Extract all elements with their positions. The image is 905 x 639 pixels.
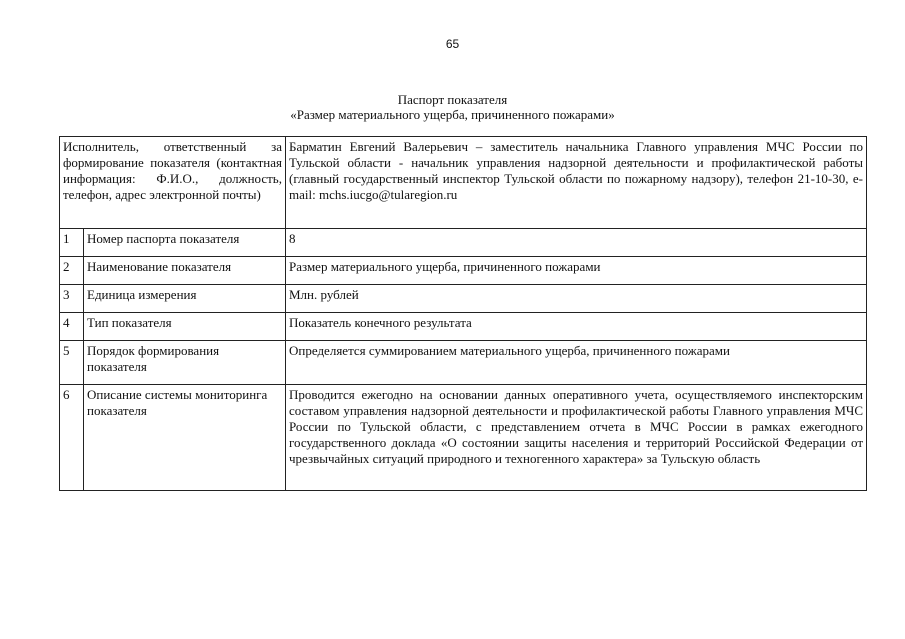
row-name: Номер паспорта показателя: [84, 229, 286, 257]
table-row: [60, 257, 867, 285]
table-row: [60, 313, 867, 341]
table-row-executor: [60, 137, 867, 229]
row-value: Проводится ежегодно на основании данных оперативного учета, осуществляемого инспекторским составом управления надзорной деятельности и профилактической работы Главного управления МЧС России по Тульской области, с представлением отчета в МЧС России в рамках ежегодного государственного доклада «О состоянии защиты населения и территорий Российской Федерации от чрезвычайных ситуаций природного и техногенного характера» за Тульскую область: [286, 385, 867, 491]
row-number: 6: [60, 385, 84, 491]
row-value: Размер материального ущерба, причиненного пожарами: [286, 257, 867, 285]
row-number: 3: [60, 285, 84, 313]
row-value: Млн. рублей: [286, 285, 867, 313]
table-row: [60, 341, 867, 385]
row-name: Описание системы мониторинга показателя: [84, 385, 286, 491]
row-name: Тип показателя: [84, 313, 286, 341]
row-name: Наименование показателя: [84, 257, 286, 285]
executor-label: Исполнитель, ответственный за формирование показателя (контактная информация: Ф.И.О., должность, телефон, адрес электронной почты): [60, 137, 286, 229]
row-name: Порядок формирования показателя: [84, 341, 286, 385]
row-value: 8: [286, 229, 867, 257]
executor-value: Барматин Евгений Валерьевич – заместитель начальника Главного управления МЧС России по Тульской области - начальник управления надзорной деятельности и профилактической работы (главный государственный инспектор Тульской области по пожарному надзору), телефон 21-10-30, e-mail: mchs.iucgo@tularegion.ru: [286, 137, 867, 229]
row-name: Единица измерения: [84, 285, 286, 313]
row-number: 5: [60, 341, 84, 385]
page-number: 65: [445, 37, 460, 51]
row-value: Показатель конечного результата: [286, 313, 867, 341]
table-row: [60, 285, 867, 313]
table-row: [60, 385, 867, 491]
document-title: [0, 92, 905, 122]
table-row: [60, 229, 867, 257]
title-line-2: «Размер материального ущерба, причиненного пожарами»: [290, 107, 615, 122]
row-number: 2: [60, 257, 84, 285]
row-value: Определяется суммированием материального ущерба, причиненного пожарами: [286, 341, 867, 385]
title-line-1: Паспорт показателя: [397, 92, 508, 107]
row-number: 1: [60, 229, 84, 257]
indicator-passport-table: [59, 136, 867, 491]
row-number: 4: [60, 313, 84, 341]
